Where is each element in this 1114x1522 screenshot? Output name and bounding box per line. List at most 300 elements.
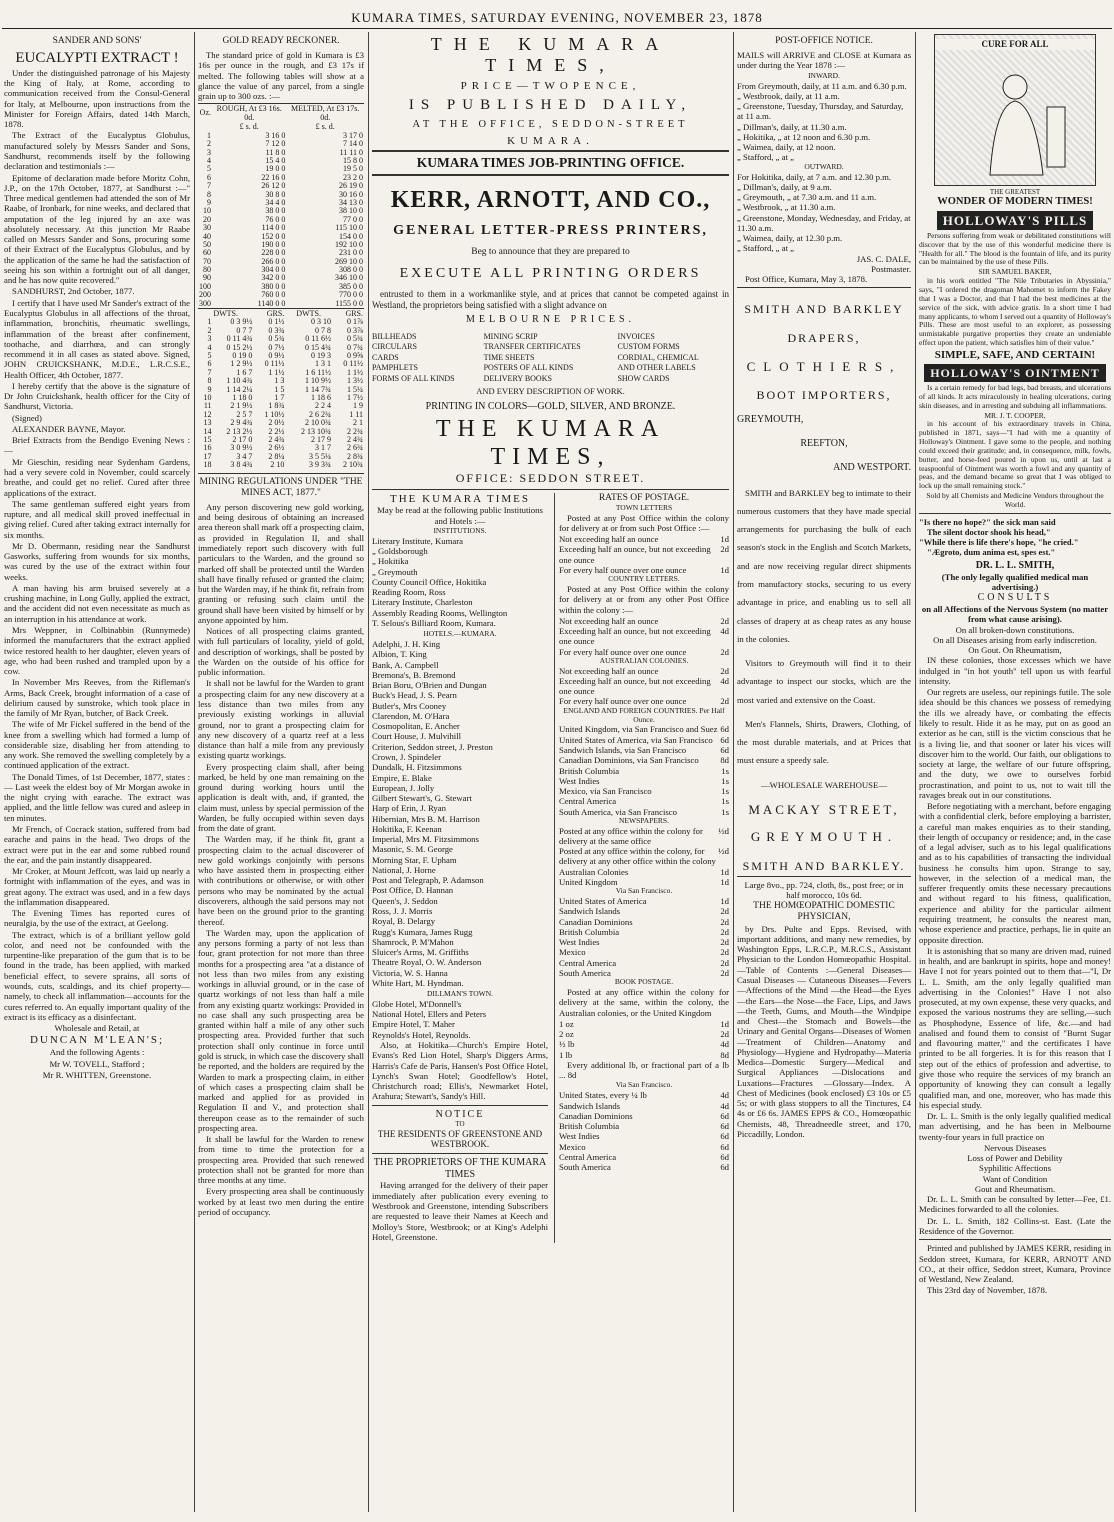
- rate-value: 6d: [720, 1110, 729, 1121]
- table-cell: 1 3½: [347, 376, 363, 386]
- institution-item: Assembly Reading Rooms, Wellington: [372, 607, 508, 618]
- postage-rate-row: [559, 1050, 729, 1060]
- eucalypti-paragraph: The same gentleman suffered eight years from rupture, and all medical skill proved ineffectual in giving relief. Cured after taking extract internally for six months.: [4, 498, 190, 540]
- table-cell: 1 6 11½: [305, 367, 331, 377]
- book-via-sf-heading: Via San Francisco.: [615, 1080, 673, 1090]
- table-cell: 2 1: [353, 418, 363, 428]
- outward-mail-line: „ Greenstone, Monday, Wednesday, and Friday, at 11.30 a.m.: [737, 212, 911, 233]
- mining-regulations-body: [198, 502, 364, 1217]
- eucalypti-paragraph: The Extract of the Eucalyptus Globulus, manufactured solely by Messrs Sander and Sons, Sandhurst, recommends itself by the following declaration and testimonials :—: [4, 130, 190, 172]
- sb-para-3: Men's Flannels, Shirts, Drawers, Clothing, of the most durable materials, and at Prices that must ensure a speedy sale.: [737, 718, 911, 766]
- rate-value: 1s: [721, 806, 729, 817]
- rate-label: Not exceeding half an ounce: [559, 534, 659, 545]
- dr-affections: on all Affections of the Nervous System (no matter from what cause arising).: [921, 604, 1109, 625]
- rate-value: 1d: [720, 1018, 729, 1029]
- table-cell: 0 7 8: [314, 325, 331, 335]
- column-post-office: [737, 34, 911, 1512]
- rate-value: 2d: [720, 646, 729, 657]
- hotel-item: Cosmopolitan, E. Ancher: [372, 721, 460, 732]
- table-cell: 11: [203, 401, 212, 411]
- read-title: THE KUMARA TIMES: [390, 492, 530, 505]
- postage-rate-row: [559, 796, 729, 806]
- greatest: THE GREATEST: [989, 188, 1041, 196]
- hotel-item: Royal, B. Delargy: [372, 916, 436, 927]
- eucalypti-paragraph: I certify that I have used Mr Sander's extract of the Eucalyptus Globulus in all affections of the throat, inflammation, bronchitis, rheumatic swellings, inflammation of the breast after confinement, toothache, and diarrhœa, and can strongly recommend it in all cases as stated above. Signed, JOHN CRUICKSHANK, M.D.E., L.R.C.S.E., Health Officer, 4th October, 1877.: [4, 297, 190, 380]
- table-cell: 385 0 0: [339, 281, 363, 291]
- institution-item: Literary Institute, Charleston: [372, 597, 473, 608]
- rate-label: South America: [559, 1162, 611, 1173]
- rate-value: 4d: [720, 626, 729, 637]
- table-cell: 0 15 2½: [226, 342, 253, 352]
- column-divider: [733, 32, 734, 1512]
- table-cell: 4: [207, 156, 211, 166]
- postage-rate-row: [559, 846, 729, 867]
- rate-label: British Columbia: [559, 1121, 620, 1132]
- mining-paragraph: Notices of all prospecting claims granted, with full particulars of locality, yield of gold, and description of workings, shall be posted by the Warden on the outside of his office for public information.: [198, 626, 364, 678]
- rate-value: 2d: [720, 937, 729, 948]
- table-cell: 15 8 0: [343, 156, 363, 166]
- book-price: Large 8vo., pp. 724, cloth, 8s., post free; or in half morocco, 10s 6d.: [744, 879, 904, 900]
- hotel-item: Post and Telegraph, P. Adamson: [372, 875, 484, 886]
- rate-label: Canadian Dominions: [559, 1110, 633, 1121]
- rate-value: 2d: [720, 906, 729, 917]
- table-cell: 2: [207, 325, 212, 335]
- printing-item: SHOW CARDS: [617, 373, 670, 383]
- paper-title-2: THE KUMARA TIMES,: [435, 415, 666, 471]
- mining-paragraph: The Warden may, upon the application of any persons forming a party of not less than four, grant protection for not more than three months for a prospecting area "at a distance of not less than two miles from any existing workings in alluvial ground, or in the case of quartz workings of not less than half a mile from any existing quartz workings: Provided in no case shall any such prospecting area be granted within half a mile of any other such prospecting area. Provided further that such protection shall only continue in force until gold is struck, in which case the discovery shall be reported, and the holders are required by the Warden to mark a prospecting claim, in either of which cases a prospecting claim shall be marked and applied for as provided in Regulation II and V., and protection shall thereupon cease as to the remainder of such prospecting area.: [198, 927, 364, 1133]
- rate-value: 6d: [720, 734, 729, 745]
- table-cell: 154 0 0: [339, 231, 363, 241]
- hotel-item: Empire, E. Blake: [372, 772, 432, 783]
- sb-drapers: DRAPERS,: [787, 330, 861, 345]
- sold-by: Sold by all Chemists and Medicine Vendors throughout the World.: [926, 491, 1104, 510]
- table-cell: 1 1½: [347, 367, 363, 377]
- rate-label: Exceeding half an ounce, but not exceeding one ounce: [559, 675, 711, 697]
- mining-paragraph: Every prospecting claim shall, after being marked, be held by one man remaining on the ground during working hours until the application is dealt with, and, if granted, the claim must, unless by special permission of the Warden, be fully occupied within seven days from the date of grant.: [198, 761, 364, 834]
- table-cell: 5: [207, 351, 212, 361]
- rate-value: 6d: [720, 724, 729, 735]
- table-cell: 0 11½: [264, 359, 285, 369]
- table-cell: 30: [203, 223, 211, 233]
- table-cell: 8: [207, 376, 212, 386]
- table-cell: 10: [203, 393, 212, 402]
- rate-label: United States of America: [559, 896, 647, 907]
- postage-rate-row: [559, 755, 729, 765]
- pills-para: Persons suffering from weak or debilitated constitutions will discover that by the use of this wonderful medicine there is "Health for all." The blood is the fountain of life, and its purity can be maintained by the use of these Pills.: [919, 230, 1111, 267]
- rate-label: Central America: [559, 796, 617, 807]
- dillman-item: Globe Hotel, M'Donnell's: [372, 998, 462, 1009]
- rate-value: 8d: [720, 755, 729, 766]
- mining-paragraph: Any person discovering new gold working, and being desirous of obtaining an increased area thereon shall mark off a prospecting claim, as provided in Regulation II, and shall immediately report such discovery with full particulars to the Warden, and the ground so marked off shall be protected until the Warden shall have finally refused or granted the claim; but the Warden may, if he think fit, refrain from granting or refusing such claim until the ground shall have been visited by himself or by anyone appointed by him.: [198, 501, 364, 625]
- hotel-item: Bremona's, B. Bremond: [372, 669, 456, 680]
- hotel-item: Queen's, J. Seddon: [372, 895, 438, 906]
- postage-rate-row: [559, 1090, 729, 1100]
- table-cell: 2 13 10¾: [300, 426, 331, 436]
- institution-item: „ Goldsborough: [372, 546, 428, 557]
- table-cell: 2 9 4¾: [230, 418, 253, 428]
- postmaster-role: Postmaster.: [871, 263, 911, 274]
- eucalypti-kicker: SANDER AND SONS': [52, 36, 142, 46]
- dr-address: Dr. L. L. Smith, 182 Collins-st. East. (Late the Residence of the Governor.: [919, 1215, 1111, 1236]
- rate-label: West Indies: [559, 937, 600, 948]
- proprietors-heading: THE PROPRIETORS OF THE KUMARA TIMES: [373, 1156, 547, 1180]
- proprietors-para: Having arranged for the delivery of their paper immediately after publication every evening to Westbrook and Greenstone, intending Subscribers are requested to leave their Names at Keech and Molloy's Store, Westbrook; or at King's Adelphi Hotel, Greenstone.: [372, 1180, 548, 1242]
- table-cell: 3 9 3¾: [308, 460, 331, 470]
- hotel-item: Shamrock, P. M'Mahon: [372, 936, 454, 947]
- table-cell: 1 10 4¾: [226, 376, 253, 386]
- eucalypti-paragraph: Under the distinguished patronage of his Majesty the King of Italy, at Rome, according to communication received from the Consul-General for Italy, at Melbourne, upon instructions from the Minister for Foreign Affairs, dated 14th March, 1878.: [4, 67, 190, 130]
- table-cell: 1 6 7: [236, 367, 253, 377]
- table-cell: 90: [203, 273, 211, 283]
- table-cell: 76 0 0: [265, 214, 286, 224]
- mining-paragraph: Every prospecting area shall be continuously worked by at least two men during the entire period of occupancy.: [198, 1186, 364, 1217]
- baker-para: in his work entitled "The Nile Tributaries in Abyssinia," says, "I ordered the dragoman Mahomet to inform the Fakey that I was a Doctor, and that I had the best medicines at the service of the sick, with advice gratis. In a short time I had many applicants, to whom I served out a quantity of Holloway's Pills. These are most useful to an explorer, as possessing unmistakable purgative properties they create an undeniable effect upon the patient, which satisfies him of their value.": [919, 276, 1111, 348]
- table-cell: 3 0 9½: [230, 443, 253, 453]
- masthead: KUMARA TIMES, SATURDAY EVENING, NOVEMBER 23, 1878: [351, 10, 763, 25]
- table-cell: 3: [207, 334, 212, 344]
- table-cell: 13: [203, 418, 212, 428]
- eucalypti-paragraph: (Signed): [12, 412, 42, 423]
- sb-para-2: Visitors to Greymouth will find it to their advantage to inspect our stocks, which are the most varied and extensive on the Coast.: [737, 658, 911, 705]
- paper-office: AT THE OFFICE, SEDDON-STREET: [412, 119, 689, 131]
- table-cell: 60: [203, 248, 211, 258]
- postage-rate-row: [559, 906, 729, 916]
- postage-rate-row: [559, 626, 729, 647]
- rate-label: Canadian Dominions: [559, 916, 633, 927]
- institution-item: „ Greymouth: [372, 566, 418, 577]
- hotel-item: National, J. Horne: [372, 864, 436, 875]
- sb-boot: BOOT IMPORTERS,: [756, 388, 892, 403]
- sb-para-1: SMITH and BARKLEY beg to intimate to their numerous customers that they have made special arrangements for purchasing the bulk of each season's stock in the English and Scotch Markets, and are now receiving regular direct shipments from manufactory stocks, securing to us every advantage in price, and enabling us to sell all classes of drapery at as cheap rates as any house in the colonies.: [737, 487, 911, 644]
- printing-item: FORMS OF ALL KINDS: [372, 373, 455, 383]
- read-at-list: [372, 493, 548, 1244]
- dillman-item: Empire Hotel, T. Maher: [372, 1019, 455, 1030]
- hotel-item: Hibernian, Mrs B. M. Harrison: [372, 813, 480, 824]
- eucalypti-paragraph: The Evening Times has reported cures of neuralgia, by the use of the extract, at Geelong.: [4, 908, 190, 929]
- hotel-item: Ross, J. J. Morris: [372, 905, 433, 916]
- rate-value: ½d: [718, 846, 729, 857]
- table-cell: 0 3⅞: [347, 325, 363, 335]
- post-office-intro: MAILS will ARRIVE and CLOSE at Kumara as under during the Year 1878 :—: [737, 50, 911, 71]
- table-cell: 3 4 7: [236, 451, 253, 461]
- table-cell: 17: [203, 451, 212, 461]
- hotel-item: Crown, J. Spindeler: [372, 752, 442, 762]
- table-cell: 192 10 0: [335, 239, 363, 249]
- agent-tovell: Mr W. TOVELL, Stafford ;: [49, 1058, 145, 1069]
- rate-label: Sandwich Islands: [559, 1100, 621, 1111]
- country-heading: COUNTRY LETTERS.: [608, 574, 680, 584]
- rate-value: 6d: [720, 744, 729, 755]
- column-eucalypti: [4, 34, 190, 1512]
- printing-colors: PRINTING IN COLORS—GOLD, SILVER, AND BRONZE.: [425, 400, 676, 412]
- postage-rate-row: [559, 786, 729, 796]
- rate-label: For every half ounce over one ounce: [559, 564, 687, 575]
- rate-label: Canadian Dominions, via San Francisco: [559, 755, 699, 766]
- printing-item: DELIVERY BOOKS: [483, 373, 552, 383]
- eucalypti-paragraph: I hereby certify that the above is the signature of Dr John Cruickshank, health officer for the City of Sandhurst, Victoria.: [4, 380, 190, 412]
- post-office-title: POST-OFFICE NOTICE.: [775, 36, 873, 46]
- table-cell: 1140 0 0: [257, 298, 286, 308]
- eucalypti-paragraph: Mr Croker, at Mount Jeffcott, was laid up nearly a fortnight with inflammation of the eyes, and was in great agony. The extract was used, and in a few days the inflammation disappeared.: [4, 866, 190, 907]
- book-para: by Drs. Pulte and Epps. Revised, with important additions, and many new remedies, by Washington Epps, L.R.C.P., M.R.C.S., Assistant Physician to the London Homœopathic Hospital.—Table of Contents :—General Diseases—Casual Diseases — Cutaneous Diseases—Fevers—Affections of the Mind —the Head—the Eyes—the Ears—the Nose—the Face, Lips, and Jaws—the Teeth, Gums, and Mouth—the Windpipe and Chest—the Stomach and Bowels—the Urinary and Genital Organs—Diseases of Women—Treatment of Children—Anatomy and Physiology—Hygiene and Hydropathy—Materia Medica—Domestic Surgery—Medical and Surgical Appliances —Dislocations and Luxations—Fractures —Glossary—Index. A Chest of Medicines (book enclosed) £3 10s or £5 5s; or with glass stoppers to all the Tinctures, £4 4s or £6 6s. JAMES EPPS & CO., Homœopathic Chemists, 48, Threadneedle street, and 170, Piccadilly, London.: [737, 923, 911, 1139]
- table-cell: 760 0 0: [261, 290, 286, 300]
- eucalypti-paragraph: The wife of Mr Fickel suffered in the bend of the knee from a swelling which had formed a lump of considerable size, disabling her from attending to any work. She removed the swelling completely by a continued application of the extract.: [4, 719, 190, 771]
- table-cell: 1: [207, 317, 212, 327]
- table-cell: 1 2 9½: [230, 359, 253, 369]
- dr-para-1: IN these colonies, those excesses which we have indulged in "in hot youth" tell upon us with fearful intensity.: [919, 655, 1111, 686]
- table-cell: 308 0 0: [339, 265, 363, 275]
- postage-rate-row: [559, 676, 729, 697]
- melbourne-prices: MELBOURNE PRICES.: [465, 314, 636, 326]
- postage-rate-row: [559, 745, 729, 755]
- rate-label: Central America: [559, 957, 617, 968]
- table-cell: 80: [203, 265, 211, 275]
- book-postage-intro: Posted at any office within the colony for delivery at the same, within the colony, the Australian colonies, or the United Kingdom: [559, 987, 729, 1018]
- hotel-item: Albion, T. King: [372, 649, 427, 660]
- rate-value: 1d: [720, 564, 729, 575]
- rate-value: 2d: [720, 544, 729, 555]
- rate-value: 4d: [720, 1100, 729, 1111]
- th-dwts: DWTS.: [213, 309, 238, 319]
- dr-specialty-item: Syphilitic Affections: [979, 1163, 1051, 1174]
- sb-name: SMITH AND BARKLEY: [744, 302, 904, 317]
- notice-residents: THE RESIDENTS OF GREENSTONE AND WESTBROOK.: [377, 1128, 543, 1150]
- rate-label: 1 oz: [559, 1018, 574, 1029]
- table-cell: 2 6 2¾: [308, 409, 331, 419]
- hotels-heading: HOTELS.—KUMARA.: [423, 629, 497, 639]
- rate-value: 1d: [720, 866, 729, 877]
- institution-item: „ Hokitika: [372, 556, 409, 567]
- table-cell: 0 5¾: [268, 334, 285, 344]
- inward-mail-line: „ Hokitika, „ at 12 noon and 6.30 p.m.: [737, 131, 871, 142]
- table-cell: 115 10 0: [335, 223, 363, 233]
- rate-value: 2d: [720, 1029, 729, 1040]
- table-cell: 20: [203, 214, 211, 224]
- read-intro: May be read at the following public Institutions and Hotels :—: [377, 505, 543, 526]
- rate-label: United Kingdom: [559, 877, 618, 887]
- town-letters-intro: Posted at any Post Office within the colony for delivery at or from such Post Office :—: [559, 512, 729, 533]
- column-divider: [368, 32, 369, 1512]
- quote-line-4: "Ægroto, dum anima est, spes est.": [927, 546, 1056, 557]
- firm-beg: Beg to announce that they are prepared to: [471, 247, 630, 258]
- quote-line-1: "Is there no hope?" the sick man said: [919, 516, 1056, 527]
- column-gold-reckoner: [198, 34, 364, 1512]
- post-office-date: Post Office, Kumara, May 3, 1878.: [745, 274, 868, 285]
- institution-item: Literary Institute, Kumara: [372, 535, 463, 546]
- town-letters-heading: TOWN LETTERS: [615, 502, 673, 512]
- table-cell: 0 11½: [343, 359, 363, 369]
- postage-rate-row: [559, 534, 729, 544]
- hotel-item: Harp of Erin, J. Ryan: [372, 803, 446, 814]
- hotel-item: Morning Star, F. Upham: [372, 854, 457, 865]
- ointment-para: Is a certain remedy for bad legs, bad breasts, and ulcerations of all kinds. It acts miraculously in healing ulcerations, curing skin diseases, and in arresting and subduing all inflammations.: [919, 383, 1111, 410]
- sb-westport: AND WESTPORT.: [833, 461, 911, 473]
- postage-rate-row: [559, 1121, 729, 1131]
- book-title: THE HOMŒOPATHIC DOMESTIC PHYSICIAN,: [753, 901, 895, 923]
- table-cell: 1 3: [274, 376, 285, 386]
- rate-value: 2d: [720, 696, 729, 707]
- rate-value: 4d: [720, 675, 729, 686]
- table-cell: 9: [207, 384, 212, 394]
- rate-value: 4d: [720, 1090, 729, 1101]
- table-cell: 77 0 0: [343, 214, 363, 224]
- postage-rate-row: [559, 766, 729, 776]
- rate-label: 2 oz: [559, 1029, 574, 1040]
- sb-greymouth: GREYMOUTH,: [737, 414, 804, 426]
- postage-rate-row: [559, 1101, 729, 1111]
- postmaster-sign: JAS. C. DALE,: [856, 253, 911, 264]
- table-cell: 16: [203, 443, 212, 453]
- dillman-item: Reynolds's Hotel, Reynolds.: [372, 1029, 471, 1040]
- column-kumara-times: [372, 34, 729, 1512]
- dr-para-5: Dr. L. L. Smith is the only legally qualified medical man advertising, and he has been in Melbourne twenty-four years in full practice on: [919, 1111, 1111, 1142]
- postage-rate-row: [559, 927, 729, 937]
- table-cell: 2 10 0¾: [304, 418, 331, 428]
- hotel-item: Gilbert Stewart's, G. Stewart: [372, 793, 472, 804]
- table-cell: 30 16 0: [339, 189, 363, 199]
- table-cell: 7: [207, 367, 212, 377]
- table-cell: 114 0 0: [261, 223, 286, 233]
- rate-value: 2d: [720, 665, 729, 676]
- rate-label: Not exceeding half an ounce: [559, 665, 659, 676]
- table-cell: 1 14 7¾: [304, 384, 331, 394]
- rate-value: 2d: [720, 967, 729, 978]
- rate-value: 2d: [720, 947, 729, 958]
- hotel-item: Butler's, Mrs Cooney: [372, 700, 447, 711]
- rate-value: 2d: [720, 926, 729, 937]
- table-cell: 1 10½: [264, 409, 285, 419]
- postage-rate-row: [559, 1162, 729, 1172]
- table-cell: 3 1 7: [314, 443, 331, 453]
- table-cell: 770 0 0: [339, 290, 363, 300]
- dr-on-2: On all Diseases arising from early indiscretion.: [933, 634, 1097, 645]
- table-cell: 1 1½: [268, 367, 285, 377]
- rate-label: Sandwich Islands: [559, 906, 621, 917]
- rate-label: Exceeding half an ounce, but not exceeding one ounce: [559, 544, 711, 565]
- table-cell: 190 0 0: [261, 239, 286, 249]
- table-cell: 22 16 0: [261, 172, 286, 182]
- rate-label: Central America: [559, 1151, 617, 1162]
- firm-subtitle: GENERAL LETTER-PRESS PRINTERS,: [393, 222, 708, 238]
- country-intro: Posted at any Post Office within the colony for delivery at or from any other Post Office within the colony :—: [559, 583, 729, 615]
- rate-value: 6d: [720, 1141, 729, 1152]
- table-cell: 1 18 6: [310, 393, 331, 402]
- dr-specialty-item: Want of Condition: [982, 1173, 1048, 1184]
- rate-label: United Kingdom, via San Francisco and Suez: [559, 724, 718, 735]
- rate-value: 2d: [720, 957, 729, 968]
- postage-rate-row: [559, 947, 729, 957]
- table-cell: 3 5 5¼: [308, 451, 331, 461]
- hotel-item: Buck's Head, J. S. Pearn: [372, 690, 457, 701]
- inward-mail-line: From Greymouth, daily, at 11 a.m. and 6.30 p.m.: [737, 80, 907, 91]
- table-cell: 1 7: [274, 393, 285, 402]
- table-cell: 1 9: [353, 401, 363, 411]
- table-cell: 266 0 0: [261, 256, 286, 266]
- printing-item: PAMPHLETS: [372, 363, 418, 373]
- eucalypti-paragraph: SANDHURST, 2nd October, 1877.: [12, 286, 135, 297]
- rate-label: Sandwich Islands, via San Francisco: [559, 744, 687, 755]
- th-lsd: £ s. d.: [315, 122, 335, 132]
- postage-rate-row: [559, 896, 729, 906]
- rate-value: 1d: [720, 896, 729, 907]
- dr-subtitle: (The only legally qualified medical man advertising.): [941, 571, 1089, 592]
- outward-mail-line: For Hokitika, daily, at 7 a.m. and 12.30 p.m.: [737, 171, 892, 182]
- table-cell: 11 8 0: [265, 147, 286, 157]
- postage-rate-row: [559, 937, 729, 947]
- outward-mail-line: „ Westbrook, „ at 11.30 a.m.: [737, 202, 836, 213]
- rate-value: 6d: [720, 1131, 729, 1142]
- printing-item: AND OTHER LABELS: [617, 363, 696, 373]
- table-cell: 0 3 9½: [230, 317, 253, 327]
- dr-on-3: On Gout. On Rheumatism,: [968, 645, 1062, 656]
- rate-value: 1s: [721, 775, 729, 786]
- job-printing-title: KUMARA TIMES JOB-PRINTING OFFICE.: [416, 155, 685, 171]
- postage-rate-row: [559, 1152, 729, 1162]
- table-cell: 0 19 3: [310, 351, 331, 361]
- hotel-item: White Hart, M. Hyndman.: [372, 977, 464, 988]
- table-cell: 2 2¾: [347, 426, 363, 436]
- sb-clothiers: CLOTHIERS,: [746, 358, 902, 374]
- rate-value: 4d: [720, 1039, 729, 1050]
- rate-label: South America, via San Francisco: [559, 806, 677, 817]
- table-cell: 2 13 2½: [226, 426, 253, 436]
- dr-para-4: It is astonishing that so many are driven mad, ruined in health, and are bankrupt in spirits, hope and money! Have I not for years pointed out to them that—"I, Dr L. L. Smith, am the only legally qualified man advertising in the Colonies!" Have I not also prosecuted, at my own expense, these very quacks, and exposed the various nostrums they are selling,—such as Phosphodyne, Essence of life, &c.—and had analised and found them to consist of "Burnt Sugar and flavouring matter," and the certificates I have printed to be all forgeries. It is for this reason that I step out of the ethics of profession and advertise, to give those who require the services of my branch an opportunity of knowing they can consult a legally qualified man, and one, moreover, who has made this his especial study.: [919, 945, 1111, 1110]
- table-cell: 0 1⅞: [347, 317, 363, 327]
- table-cell: 1 8¾: [268, 401, 285, 411]
- table-cell: 231 0 0: [339, 248, 363, 258]
- eucalypti-paragraph: The extract, which is of a brilliant yellow gold color, and need not be confounded with the turpentine-like preparation of the gum that is to be found in the trade, has been applied, with marked beneficial effect, to severe sprains, all sorts of wounds, cuts, scaldings, and its chief property—namely, to check all inflammation—accounts for the cures referred to. An equally important quality of the extract is its efficacy as a disinfectant.: [4, 929, 190, 1022]
- paper-title: THE KUMARA TIMES,: [430, 34, 671, 76]
- oz-row: [198, 300, 364, 308]
- paper-office-2: OFFICE: SEDDON STREET.: [455, 471, 646, 486]
- printing-item: TIME SHEETS: [483, 352, 535, 362]
- outward-mail-line: „ Dillman's, daily, at 9 a.m.: [737, 181, 832, 192]
- table-cell: 0 3¾: [268, 325, 285, 335]
- printing-item: CIRCULARS: [372, 342, 417, 352]
- table-cell: 7: [207, 181, 211, 191]
- table-cell: 0 19 0: [232, 351, 253, 361]
- eucalypti-paragraph: Mr Gieschin, residing near Sydenham Gardens, had a very severe cold in November, could scarcely breathe, and could get no relief. Cured after three applications of the extract.: [4, 456, 190, 498]
- seated-figure-icon: [935, 35, 1095, 185]
- table-cell: 2 5 7: [236, 409, 253, 419]
- table-cell: 10: [203, 206, 211, 216]
- table-cell: 1: [207, 130, 211, 140]
- newspapers-heading: NEWSPAPERS.: [619, 815, 669, 825]
- dr-specialty-item: Gout and Rheumatism.: [974, 1183, 1056, 1194]
- th-grs: GRS.: [266, 309, 285, 319]
- rates-title: RATES OF POSTAGE.: [598, 492, 690, 503]
- table-cell: 0 7½: [268, 342, 285, 352]
- mining-paragraph: The Warden may, if he think fit, grant a prospecting claim to the actual discoverer of new gold workings conjointly with persons who have assisted them in prospecting either with contributions or otherwise, or with other persons who may be nominated by the actual discoverers, although the said persons may not have been on the ground prior to the granting thereof.: [198, 834, 364, 927]
- masthead-rule: [2, 28, 1112, 29]
- printing-item: CUSTOM FORMS: [617, 342, 680, 352]
- rate-label: British Columbia: [559, 765, 620, 776]
- rate-label: Posted at any office within the colony for delivery at the same office: [559, 825, 703, 846]
- rate-label: Mexico: [559, 947, 586, 958]
- gold-oz-table: [198, 103, 364, 309]
- table-cell: 1 3 1: [314, 359, 331, 369]
- gold-dwt-table: [198, 308, 364, 469]
- gold-reckoner-intro: The standard price of gold in Kumara is £3 16s per ounce in the rough, and £3 17s if melted. The following tables will show at a glance the value of any parcel, from a single grain up to 300 ozs. :—: [198, 50, 364, 102]
- table-cell: 6: [207, 172, 211, 182]
- hotel-item: Rugg's Kumara, James Rugg: [372, 926, 473, 937]
- table-cell: 0 11 4¾: [226, 334, 253, 344]
- printing-item: CARDS: [372, 352, 399, 362]
- rate-label: For every half ounce over one ounce: [559, 646, 687, 657]
- outward-mail-line: „ Waimea, daily, at 12.30 p.m.: [737, 233, 843, 244]
- postage-rate-row: [559, 616, 729, 626]
- rate-value: ½d: [718, 825, 729, 836]
